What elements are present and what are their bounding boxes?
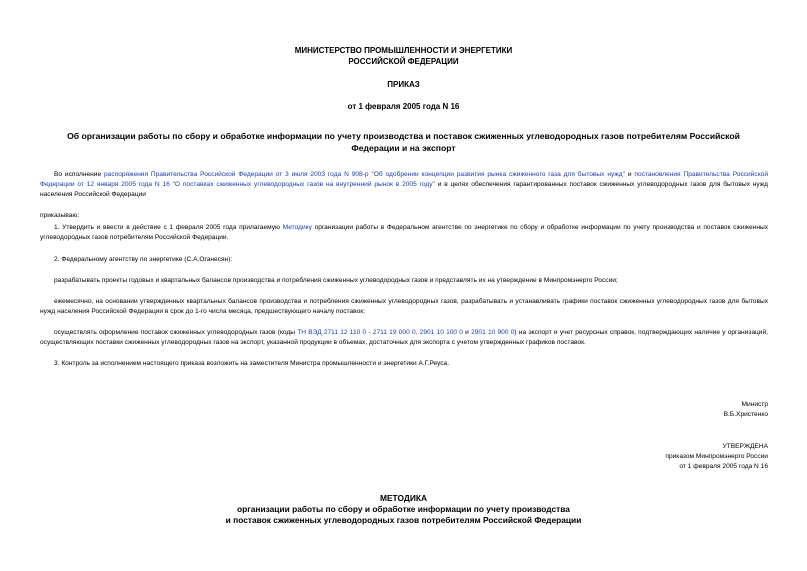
signature-position: Министр <box>741 401 768 408</box>
order-word: приказываю: <box>40 212 80 219</box>
item-2b-paragraph: ежемесячно, на основании утвержденных квартальных балансов производства и потребления сжиженных углеводородных газов, разрабатывать и устанавливать графики поставок сжиженных углеводородных газов для бытовых нужд населения Российской Федерации в срок до 1-го числа месяца, предшествующего началу поставок; <box>40 298 768 315</box>
preamble-text-2: и <box>624 171 635 178</box>
approval-line3: от 1 февраля 2005 года N 16 <box>679 463 768 470</box>
methodology-heading: МЕТОДИКА <box>379 493 428 503</box>
methodology-title-line2: и поставок сжиженных углеводородных газов потребителям Российской Федерации <box>225 515 582 525</box>
item-1-text-2: организации работы в Федеральном агентстве по энергетике по сбору и обработке информации по учету производства и поставок сжиженных углеводородных газов потребителям Российской Федерации. <box>40 224 768 241</box>
item-2c-text-2: и <box>462 329 472 336</box>
preamble-paragraph <box>40 170 768 200</box>
item-1-paragraph <box>40 223 768 243</box>
preamble-text-3: и в целях обеспечения гарантированных поставок сжиженных углеводородных газов для бытовых нужд населения Российской Федерации <box>40 181 768 198</box>
document-type: ПРИКАЗ <box>387 80 420 89</box>
signature-name: В.Б.Христенко <box>723 411 768 418</box>
approval-line2: приказом Минпромэнерго России <box>665 453 768 460</box>
item-2c-paragraph <box>40 328 768 348</box>
methodology-link[interactable]: Методику <box>282 224 312 231</box>
ministry-name-line2: РОССИЙСКОЙ ФЕДЕРАЦИИ <box>348 57 459 66</box>
item-3-paragraph: 3. Контроль за исполнением настоящего приказа возложить на заместителя Министра промышленности и энергетики А.Г.Реуса. <box>54 360 450 367</box>
document-date: от 1 февраля 2005 года N 16 <box>347 102 460 111</box>
approval-line1: УТВЕРЖДЕНА <box>722 443 768 450</box>
item-2c-text-3: ) на экспорт и учет ресурсных справок, подтверждающих наличие у организаций, осуществляющих поставки сжиженных углеводородных газов на экспорт, указанной продукции в объемах, достаточных для экспорта с учетом утвержденных графиков поставок. <box>40 329 768 346</box>
ministry-name-line1: МИНИСТЕРСТВО ПРОМЫШЛЕННОСТИ И ЭНЕРГЕТИКИ <box>294 46 513 55</box>
document-title <box>40 130 767 154</box>
item-1-text-1: 1. Утвердить и ввести в действие с 1 февраля 2005 года прилагаемую <box>54 224 283 231</box>
item-2a-paragraph: разрабатывать проекты годовых и квартальных балансов производства и потребления сжиженных углеводородных газов и представлять их на утверждение в Минпромэнерго России; <box>54 277 618 284</box>
preamble-text-1: Во исполнение <box>54 171 105 178</box>
title-line2: Федерации и на экспорт <box>351 143 456 153</box>
tn-ved-codes-link[interactable]: ТН ВЭД 2711 12 110 0 - 2711 19 000 0, 2901 10 100 0 <box>297 329 463 336</box>
title-line1: Об организации работы по сбору и обработке информации по учету производства и поставок сжиженных углеводородных газов потребителям Российской <box>67 131 740 141</box>
item-2-paragraph: 2. Федеральному агентству по энергетике (С.А.Оганесян): <box>54 256 233 263</box>
methodology-title-line1: организации работы по сбору и обработке информации по учету производства <box>237 504 570 514</box>
tn-ved-code-2901-link[interactable]: 2901 10 900 0 <box>471 329 515 336</box>
item-2c-text-1: осуществлять оформление поставок сжиженных углеводородных газов (коды <box>54 329 298 336</box>
decree-908r-link[interactable]: распоряжения Правительства Российской Федерации от 3 июля 2003 года N 908-р "Об одобрении концепции развития рынка сжиженного газа для бытовых нужд" <box>104 171 625 178</box>
resolution-16-link[interactable]: постановления Правительства Российской Федерации от 12 января 2005 года N 16 "О поставках сжиженных углеводородных газов на внутренний рынок в 2005 году" <box>40 171 769 188</box>
